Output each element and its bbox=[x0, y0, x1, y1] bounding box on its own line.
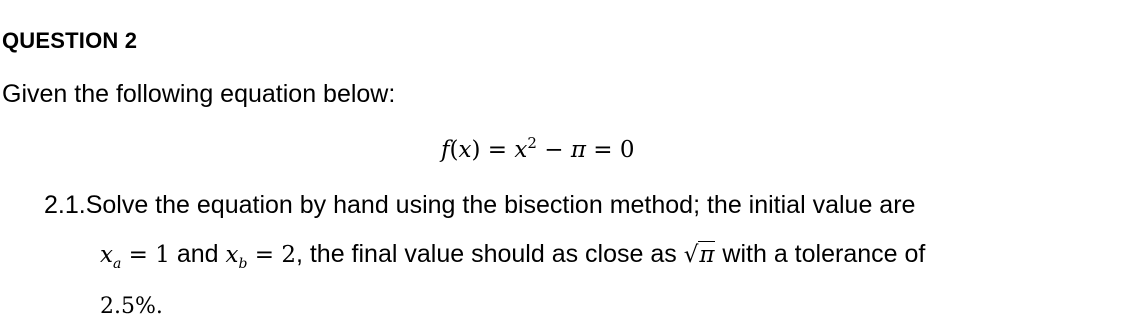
xa-subscript: a bbox=[112, 256, 122, 272]
equation-function-name: f bbox=[441, 137, 450, 163]
tolerance-value: 2.5%. bbox=[100, 294, 163, 319]
xa-value: = 1 bbox=[121, 242, 170, 268]
equation-variable: x bbox=[458, 137, 472, 163]
equation-equals: = bbox=[480, 137, 515, 163]
sqrt-symbol: √ bbox=[683, 242, 699, 268]
item-line-2-end: with a tolerance of bbox=[715, 240, 926, 268]
equation-base: x bbox=[514, 137, 528, 163]
equation-pi: π bbox=[570, 137, 586, 163]
question-heading: QUESTION 2 bbox=[2, 28, 138, 53]
item-line-2-middle: , the final value should as close as bbox=[295, 240, 684, 268]
equation-exponent: 2 bbox=[527, 134, 537, 152]
equation-close-paren: ) bbox=[471, 137, 481, 163]
item-number: 2.1. bbox=[44, 191, 86, 219]
xb-subscript: b bbox=[238, 256, 248, 272]
xb-value: = 2 bbox=[247, 242, 296, 268]
equation-open-paren: ( bbox=[449, 137, 459, 163]
xb-expression bbox=[225, 242, 296, 272]
item-line-1 bbox=[44, 191, 915, 220]
equation-minus: − bbox=[536, 137, 571, 163]
xa-variable: x bbox=[100, 242, 113, 268]
xb-variable: x bbox=[225, 242, 239, 268]
sqrt-radicand: π bbox=[699, 242, 715, 268]
sqrt-pi bbox=[684, 242, 716, 268]
equation-equals-zero: = 0 bbox=[585, 137, 635, 163]
and-text: and bbox=[169, 240, 226, 268]
item-line-2 bbox=[100, 240, 926, 272]
item-line-1-text: Solve the equation by hand using the bisection method; the initial value are bbox=[85, 191, 916, 219]
xa-expression bbox=[100, 242, 170, 272]
equation bbox=[441, 134, 635, 163]
question-intro: Given the following equation below: bbox=[2, 80, 396, 108]
